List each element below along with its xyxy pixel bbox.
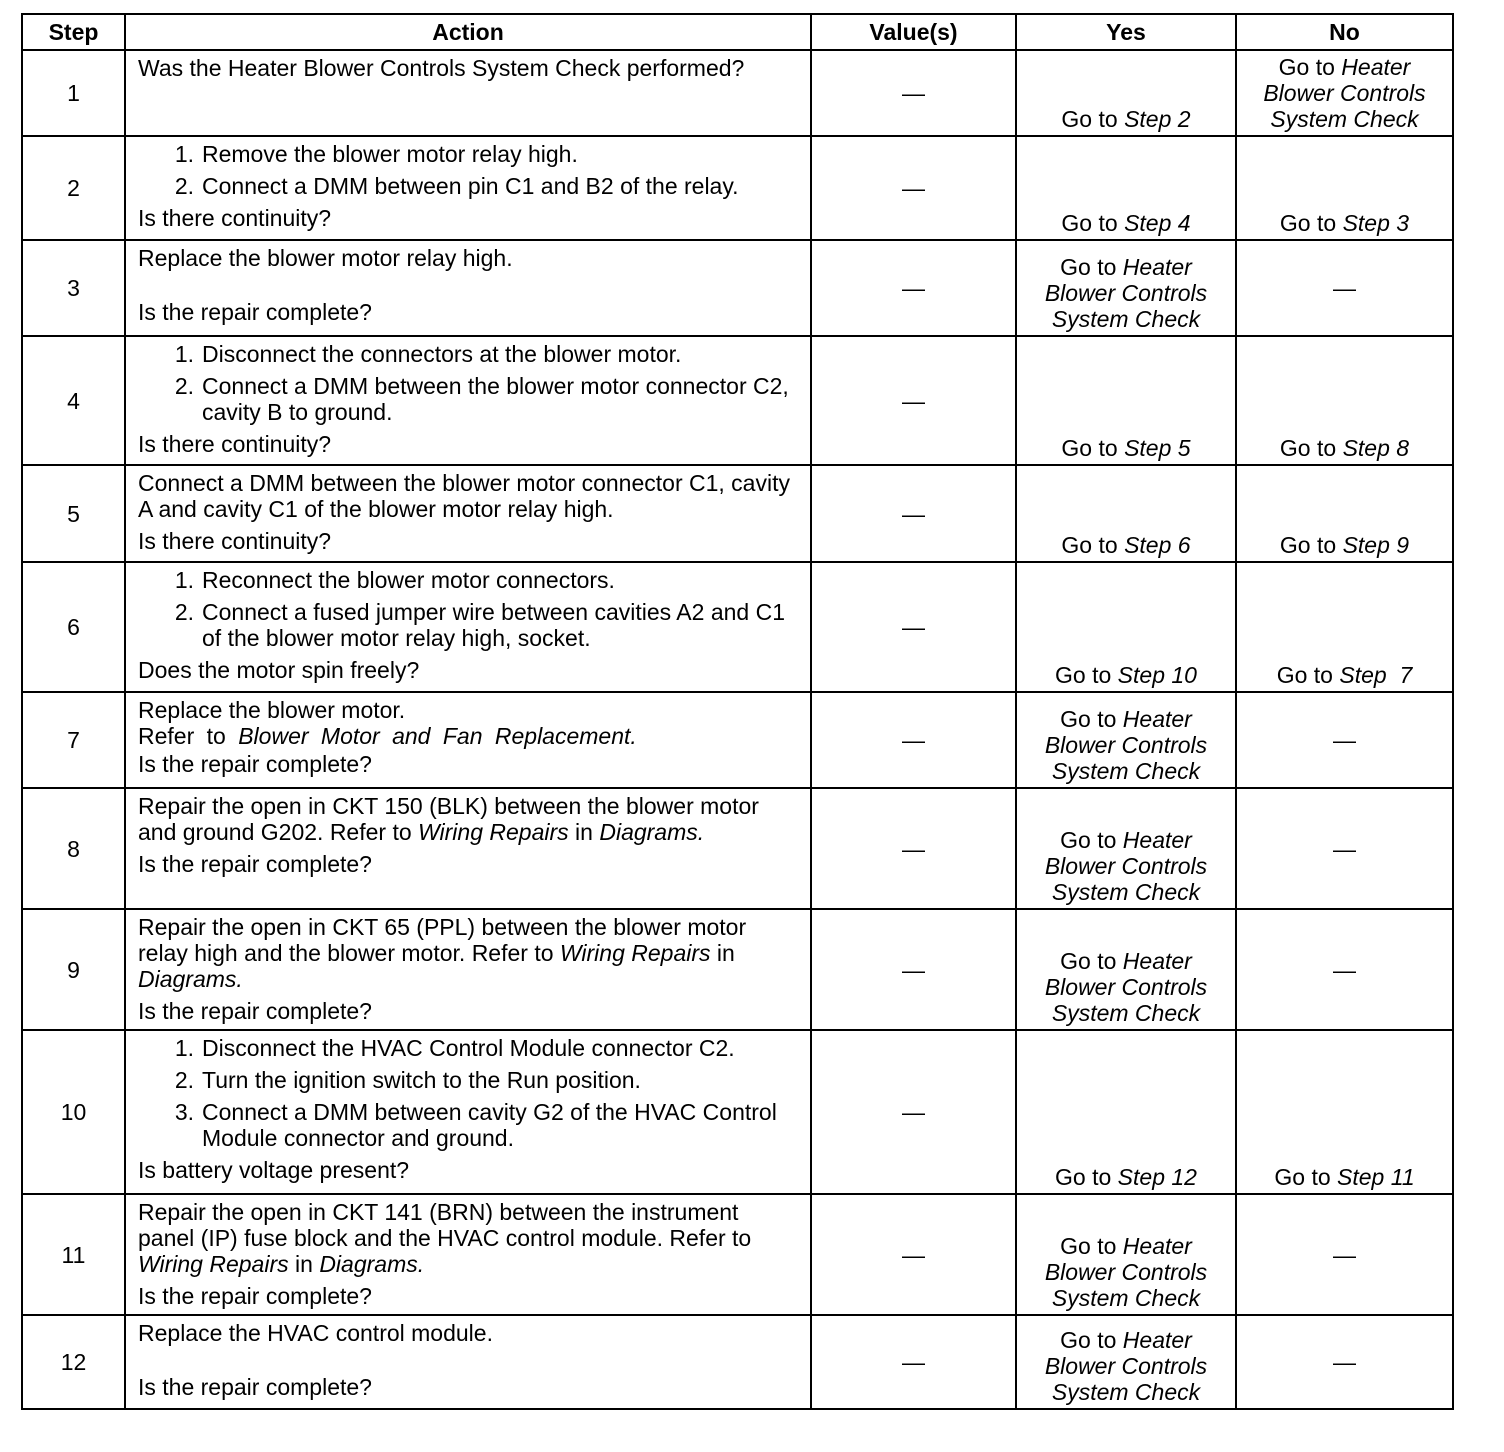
value-cell: — <box>811 1030 1016 1194</box>
no-cell: — <box>1236 1194 1453 1315</box>
list-item: 2. Turn the ignition switch to the Run position. <box>174 1067 641 1093</box>
value-cell: — <box>811 336 1016 465</box>
yes-prefix: Go to <box>1061 532 1125 558</box>
wiring-repairs-link[interactable]: Wiring Repairs <box>418 819 569 845</box>
diagnostic-table <box>21 13 1454 1410</box>
action-question: Is the repair complete? <box>138 1374 372 1400</box>
table-row-step-11 <box>22 1194 1453 1315</box>
no-prefix: Go to <box>1278 54 1342 80</box>
yes-link[interactable]: Heater Blower Controls System Check <box>1044 827 1208 905</box>
yes-prefix: Go to <box>1061 435 1125 461</box>
action-text: Replace the blower motor relay high. <box>138 245 513 271</box>
action-cell <box>125 1030 811 1194</box>
list-item: 2. Connect a DMM between pin C1 and B2 of the relay. <box>174 173 739 199</box>
no-cell <box>1236 465 1453 562</box>
step-number: 4 <box>22 336 125 465</box>
wiring-repairs-link[interactable]: Wiring Repairs <box>559 940 711 966</box>
step-number: 11 <box>22 1194 125 1315</box>
refer-link[interactable]: Blower Motor and Fan Replacement. <box>238 723 637 749</box>
yes-cell <box>1016 788 1236 909</box>
header-no: No <box>1236 14 1453 50</box>
yes-link[interactable]: Step 4 <box>1124 210 1191 236</box>
yes-prefix: Go to <box>1060 1327 1123 1353</box>
step-number: 8 <box>22 788 125 909</box>
step-number: 10 <box>22 1030 125 1194</box>
yes-link[interactable]: Step 2 <box>1124 106 1191 132</box>
yes-cell <box>1016 136 1236 240</box>
action-question: Is the repair complete? <box>138 751 372 777</box>
action-question: Is there continuity? <box>138 528 332 554</box>
header-row <box>22 14 1453 50</box>
action-cell <box>125 240 811 336</box>
yes-link[interactable]: Step 5 <box>1124 435 1191 461</box>
no-link[interactable]: Step 11 <box>1337 1164 1415 1190</box>
action-text: Was the Heater Blower Controls System Check performed? <box>138 55 745 81</box>
table-row-step-12 <box>22 1315 1453 1409</box>
list-item: 1. Remove the blower motor relay high. <box>174 141 578 167</box>
action-question: Is there continuity? <box>138 431 332 457</box>
no-prefix: Go to <box>1279 210 1343 236</box>
yes-prefix: Go to <box>1060 827 1123 853</box>
no-prefix: Go to <box>1274 1164 1338 1190</box>
value-cell: — <box>811 50 1016 136</box>
value-cell: — <box>811 692 1016 788</box>
no-cell <box>1236 136 1453 240</box>
list-item: 1. Reconnect the blower motor connectors. <box>174 567 615 593</box>
yes-prefix: Go to <box>1060 1233 1123 1259</box>
list-item: 2. Connect a DMM between the blower motor connector C2, cavity B to ground. <box>174 373 789 425</box>
table-row-step-4 <box>22 336 1453 465</box>
yes-cell <box>1016 336 1236 465</box>
yes-prefix: Go to <box>1061 210 1125 236</box>
action-question: Does the motor spin freely? <box>138 657 420 683</box>
value-cell: — <box>811 909 1016 1030</box>
yes-cell <box>1016 1194 1236 1315</box>
action-question: Is the repair complete? <box>138 299 372 325</box>
action-text: Replace the HVAC control module. <box>138 1320 493 1346</box>
yes-cell <box>1016 909 1236 1030</box>
no-cell: — <box>1236 692 1453 788</box>
no-cell: — <box>1236 788 1453 909</box>
action-cell <box>125 136 811 240</box>
action-cell <box>125 50 811 136</box>
value-cell: — <box>811 136 1016 240</box>
yes-cell <box>1016 240 1236 336</box>
action-question: Is there continuity? <box>138 205 332 231</box>
action-steps-list <box>138 567 800 651</box>
yes-cell <box>1016 562 1236 692</box>
list-item: 1. Disconnect the connectors at the blower motor. <box>174 341 682 367</box>
value-cell: — <box>811 1315 1016 1409</box>
yes-link[interactable]: Heater Blower Controls System Check <box>1044 254 1208 332</box>
yes-link[interactable]: Heater Blower Controls System Check <box>1044 1233 1208 1311</box>
action-question: Is the repair complete? <box>138 1283 372 1309</box>
action-cell <box>125 788 811 909</box>
yes-link[interactable]: Heater Blower Controls System Check <box>1044 1327 1208 1405</box>
step-number: 3 <box>22 240 125 336</box>
action-text: Replace the blower motor. <box>138 697 406 723</box>
yes-prefix: Go to <box>1061 106 1125 132</box>
header-step: Step <box>22 14 125 50</box>
yes-prefix: Go to <box>1055 662 1118 688</box>
step-number: 7 <box>22 692 125 788</box>
table-row-step-1 <box>22 50 1453 136</box>
no-cell: — <box>1236 1315 1453 1409</box>
header-yes: Yes <box>1016 14 1236 50</box>
yes-prefix: Go to <box>1060 254 1123 280</box>
action-cell <box>125 1315 811 1409</box>
yes-cell <box>1016 50 1236 136</box>
action-text: Repair the open in CKT 150 (BLK) between the blower motor and ground G202. Refer to Wiring Repairs in Diagrams. <box>138 793 759 845</box>
table-row-step-7 <box>22 692 1453 788</box>
diagrams-link[interactable]: Diagrams. <box>319 1251 425 1277</box>
action-cell <box>125 336 811 465</box>
action-cell <box>125 562 811 692</box>
action-steps-list <box>138 141 800 199</box>
list-item: 2. Connect a fused jumper wire between cavities A2 and C1 of the blower motor relay high, socket. <box>174 599 785 651</box>
yes-cell <box>1016 692 1236 788</box>
action-cell <box>125 465 811 562</box>
action-text: Repair the open in CKT 65 (PPL) between the blower motor relay high and the blower motor. Refer to Wiring Repairs in Diagrams. <box>138 914 747 992</box>
wiring-repairs-link[interactable]: Wiring Repairs <box>138 1251 289 1277</box>
action-text: Repair the open in CKT 141 (BRN) between the instrument panel (IP) fuse block and the HVAC control module. Refer to Wiring Repairs in Diagrams. <box>138 1199 752 1277</box>
step-number: 1 <box>22 50 125 136</box>
table-row-step-8 <box>22 788 1453 909</box>
yes-cell <box>1016 1030 1236 1194</box>
action-steps-list <box>138 341 800 425</box>
yes-link[interactable]: Heater Blower Controls System Check <box>1044 948 1208 1026</box>
value-cell: — <box>811 465 1016 562</box>
no-cell: — <box>1236 240 1453 336</box>
yes-link[interactable]: Step 10 <box>1117 662 1197 688</box>
no-link[interactable]: Heater Blower Controls System Check <box>1263 54 1426 132</box>
table-row-step-9 <box>22 909 1453 1030</box>
step-number: 6 <box>22 562 125 692</box>
header-values: Value(s) <box>811 14 1016 50</box>
no-cell <box>1236 336 1453 465</box>
table-row-step-3 <box>22 240 1453 336</box>
no-cell <box>1236 1030 1453 1194</box>
no-prefix: Go to <box>1279 532 1343 558</box>
step-number: 12 <box>22 1315 125 1409</box>
no-link[interactable]: Step 9 <box>1342 532 1410 558</box>
action-cell <box>125 909 811 1030</box>
step-number: 9 <box>22 909 125 1030</box>
action-refer: Refer to Blower Motor and Fan Replacement. <box>138 723 637 749</box>
table-row-step-10 <box>22 1030 1453 1194</box>
yes-cell <box>1016 465 1236 562</box>
no-cell: — <box>1236 909 1453 1030</box>
no-link[interactable]: Step 8 <box>1342 435 1410 461</box>
no-link[interactable]: Step 7 <box>1339 662 1413 688</box>
yes-prefix: Go to <box>1060 706 1123 732</box>
no-link[interactable]: Step 3 <box>1342 210 1410 236</box>
value-cell: — <box>811 1194 1016 1315</box>
yes-cell <box>1016 1315 1236 1409</box>
action-text: Connect a DMM between the blower motor connector C1, cavity A and cavity C1 of the blower motor relay high. <box>138 470 790 522</box>
yes-link[interactable]: Heater Blower Controls System Check <box>1044 706 1208 784</box>
step-number: 2 <box>22 136 125 240</box>
value-cell: — <box>811 240 1016 336</box>
action-cell <box>125 692 811 788</box>
yes-prefix: Go to <box>1060 948 1123 974</box>
no-prefix: Go to <box>1276 662 1340 688</box>
yes-prefix: Go to <box>1055 1164 1118 1190</box>
step-number: 5 <box>22 465 125 562</box>
action-steps-list <box>138 1035 800 1151</box>
action-question: Is battery voltage present? <box>138 1157 410 1183</box>
table-row-step-2 <box>22 136 1453 240</box>
no-prefix: Go to <box>1279 435 1343 461</box>
no-cell <box>1236 50 1453 136</box>
header-action: Action <box>125 14 811 50</box>
action-question: Is the repair complete? <box>138 998 372 1024</box>
table-row-step-5 <box>22 465 1453 562</box>
diagnostic-table-sheet <box>21 13 1452 1410</box>
diagrams-link[interactable]: Diagrams. <box>599 819 705 845</box>
table-row-step-6 <box>22 562 1453 692</box>
action-question: Is the repair complete? <box>138 851 372 877</box>
yes-link[interactable]: Step 12 <box>1117 1164 1197 1190</box>
list-item: 3. Connect a DMM between cavity G2 of the HVAC Control Module connector and ground. <box>174 1099 777 1151</box>
value-cell: — <box>811 788 1016 909</box>
diagrams-link[interactable]: Diagrams. <box>138 966 243 992</box>
list-item: 1. Disconnect the HVAC Control Module connector C2. <box>174 1035 735 1061</box>
value-cell: — <box>811 562 1016 692</box>
no-cell <box>1236 562 1453 692</box>
action-cell <box>125 1194 811 1315</box>
yes-link[interactable]: Step 6 <box>1124 532 1191 558</box>
